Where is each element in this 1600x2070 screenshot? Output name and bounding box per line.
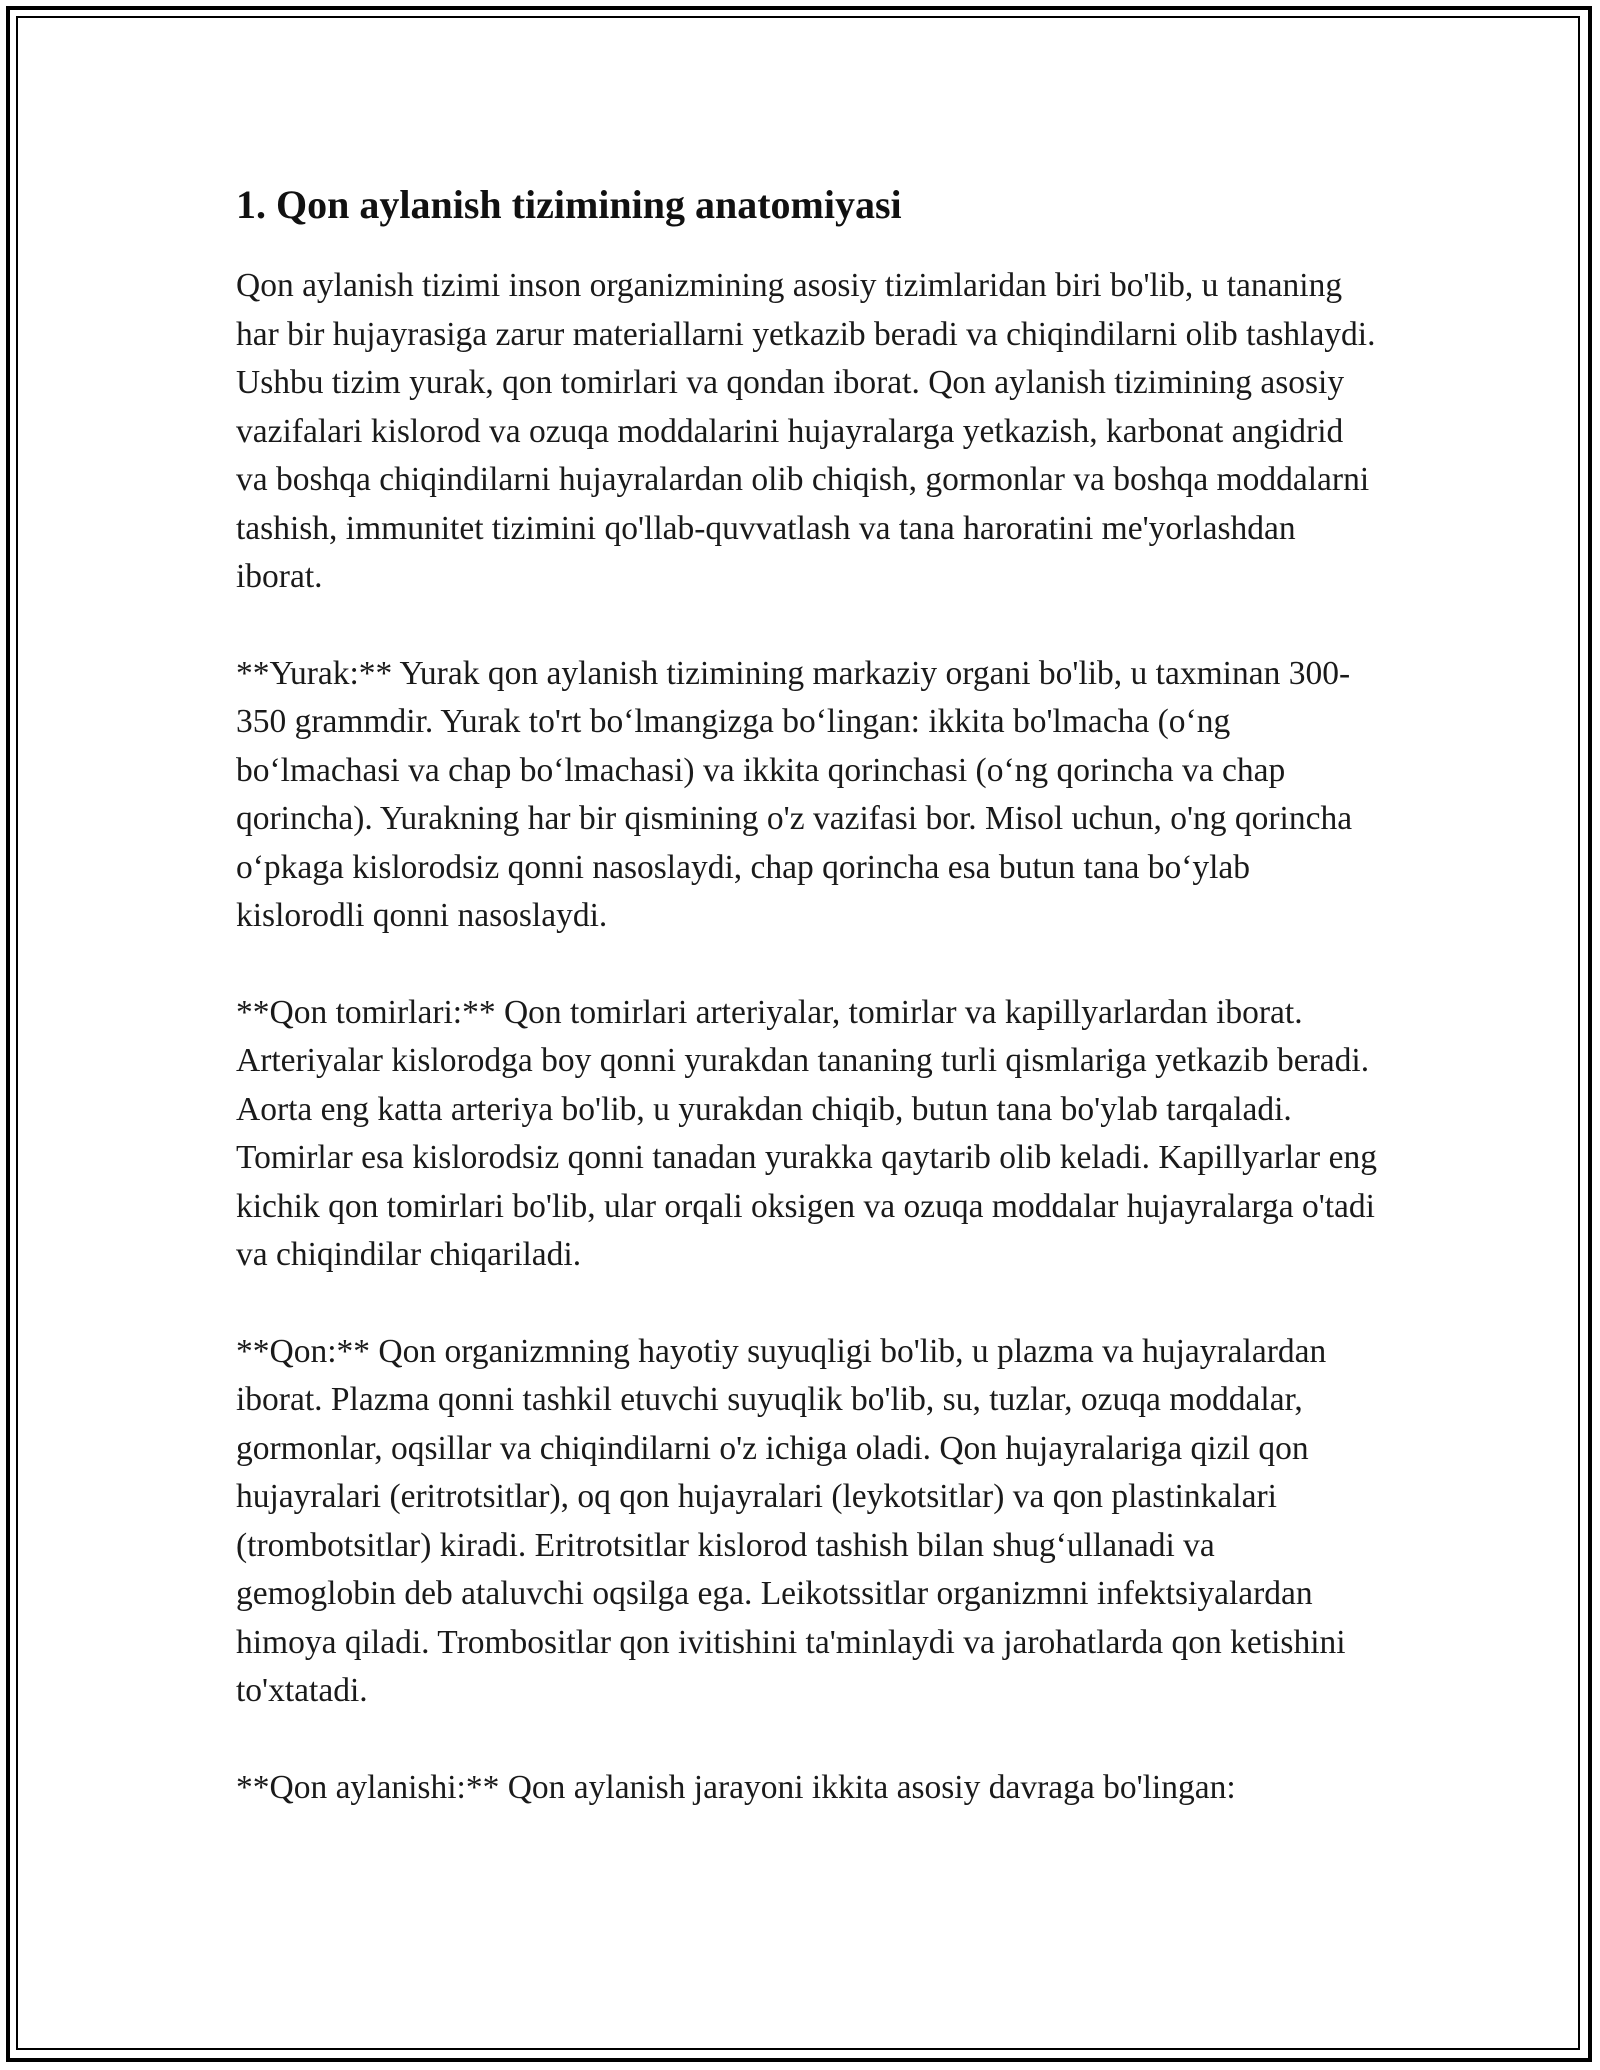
document-page — [236, 180, 1381, 1860]
paragraph-qon-tomirlari: **Qon tomirlari:** Qon tomirlari arteriyalar, tomirlar va kapillyarlardan iborat. Arteriyalar kislorodga boy qonni yurakdan tananing turli qismlariga yetkazib beradi. Aorta eng katta arteriya bo'lib, u yurakdan chiqib, butun tana bo'ylab tarqaladi. Tomirlar esa kislorodsiz qonni tanadan yurakka qaytarib olib keladi. Kapillyarlar eng kichik qon tomirlari bo'lib, ular orqali oksigen va ozuqa moddalar hujayralarga o'tadi va chiqindilar chiqariladi. — [236, 993, 1377, 1273]
paragraph-qon-aylanishi: **Qon aylanishi:** Qon aylanish jarayoni ikkita asosiy davraga bo'lingan: — [236, 1768, 1236, 1806]
paragraph-qon: **Qon:** Qon organizmning hayotiy suyuqligi bo'lib, u plazma va hujayralardan iborat. Plazma qonni tashkil etuvchi suyuqlik bo'lib, su, tuzlar, ozuqa moddalar, gormonlar, oqsillar va chiqindilarni o'z ichiga oladi. Qon hujayralariga qizil qon hujayralari (eritrotsitlar), oq qon hujayralari (leykotsitlar) va qon plastinkalari (trombotsitlar) kiradi. Eritrotsitlar kislorod tashish bilan shug‘ullanadi va gemoglobin deb ataluvchi oqsilga ega. Leikotssitlar organizmni infektsiyalardan himoya qiladi. Trombositlar qon ivitishini ta'minlaydi va jarohatlarda qon ketishini to'xtatadi. — [236, 1332, 1346, 1709]
paragraph-yurak: **Yurak:** Yurak qon aylanish tizimining markaziy organi bo'lib, u taxminan 300-350 grammdir. Yurak to'rt bo‘lmangizga bo‘lingan: ikkita bo'lmacha (o‘ng bo‘lmachasi va chap bo‘lmachasi) va ikkita qorinchasi (o‘ng qorincha va chap qorincha). Yurakning har bir qismining o'z vazifasi bor. Misol uchun, o'ng qorincha o‘pkaga kislorodsiz qonni nasoslaydi, chap qorincha esa butun tana bo‘ylab kislorodli qonni nasoslaydi. — [236, 654, 1353, 934]
section-heading: 1. Qon aylanish tizimining anatomiyasi — [236, 182, 902, 227]
paragraph-intro: Qon aylanish tizimi inson organizmining asosiy tizimlaridan biri bo'lib, u tananing har bir hujayrasiga zarur materiallarni yetkazib beradi va chiqindilarni olib tashlaydi. Ushbu tizim yurak, qon tomirlari va qondan iborat. Qon aylanish tizimining asosiy vazifalari kislorod va ozuqa moddalarini hujayralarga yetkazish, karbonat angidrid va boshqa chiqindilarni hujayralardan olib chiqish, gormonlar va boshqa moddalarni tashish, immunitet tizimini qo'llab-quvvatlash va tana haroratini me'yorlashdan iborat. — [236, 267, 1376, 595]
